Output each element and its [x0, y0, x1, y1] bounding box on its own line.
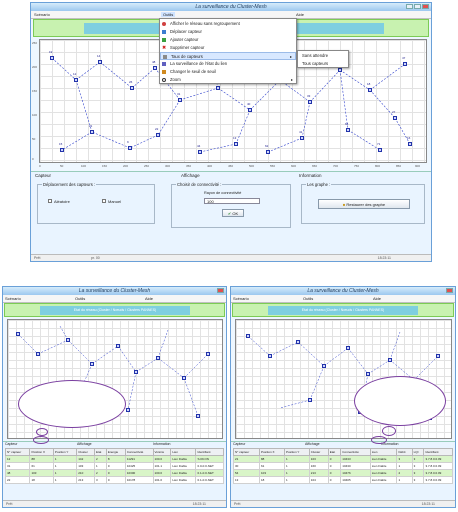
sensor-node[interactable]: [378, 148, 382, 152]
node-label: 41: [299, 130, 303, 134]
menu-item-sensor-rate[interactable]: Taux de capteurs ▸: [160, 52, 296, 60]
node-label: 40: [247, 102, 251, 106]
sensor-node[interactable]: [128, 146, 132, 150]
sensor-node[interactable]: [36, 352, 40, 356]
right-title-bar: [231, 287, 455, 295]
node-label: 64: [345, 122, 349, 126]
menu-aide[interactable]: Aide: [296, 12, 305, 17]
sensor-node[interactable]: [403, 62, 407, 66]
menu-item-threshold[interactable]: Changer le seuil de seuil: [160, 68, 296, 76]
connectivity-input[interactable]: [204, 198, 260, 204]
right-close-button[interactable]: [446, 288, 453, 293]
sensor-node[interactable]: [50, 56, 54, 60]
node-label: 26: [129, 80, 133, 84]
submenu-item-no-wait[interactable]: Sans attendre: [302, 53, 329, 58]
node-label: 21: [89, 124, 93, 128]
sensor-node[interactable]: [266, 150, 270, 154]
callout-bubble: [36, 428, 48, 436]
left-status-bar: [3, 500, 226, 507]
sensor-node[interactable]: [60, 148, 64, 152]
left-section-affichage: Affichage: [77, 442, 92, 446]
manuel-label: Manuel: [108, 199, 122, 204]
rate-submenu: [297, 50, 349, 68]
section-capteur: Capteur: [35, 173, 52, 178]
right-data-panel: [231, 441, 455, 502]
sensor-node[interactable]: [90, 130, 94, 134]
left-window: [2, 286, 227, 508]
right-section-capteur: Capteur: [233, 442, 246, 446]
menu-item-link-monitor[interactable]: La surveillance de l'état du lien: [160, 60, 296, 68]
sensor-node[interactable]: [216, 86, 220, 90]
tools-menu: [159, 18, 297, 84]
left-banner: [4, 303, 225, 317]
delete-icon: ✖: [162, 45, 167, 51]
ok-label: OK: [232, 211, 239, 216]
left-menu-bar: [3, 295, 226, 303]
node-label: 22: [155, 127, 159, 131]
submenu-arrow-icon: ▸: [289, 54, 292, 59]
node-label: 27: [392, 110, 396, 114]
sensor-node[interactable]: [196, 414, 200, 418]
sensor-node[interactable]: [248, 108, 252, 112]
menu-outils[interactable]: Outils: [163, 12, 174, 17]
menu-item-show-network[interactable]: Afficher le réseau sans regroupement: [160, 20, 296, 28]
sensor-node[interactable]: [126, 408, 130, 412]
node-label: 13: [233, 136, 237, 140]
sensor-node[interactable]: [268, 354, 272, 358]
right-status-left: Prêt: [234, 502, 241, 506]
aleatoire-label: Aléatoire: [54, 199, 70, 204]
node-label: 71: [377, 142, 381, 146]
connectivite-group: [171, 184, 291, 228]
node-label: 44: [197, 144, 201, 148]
sensor-node[interactable]: [234, 142, 238, 146]
sensor-node[interactable]: [134, 370, 138, 374]
table-row[interactable]: 12 88 1 142 2 8 11291 100.0 Lien Fiable S.09.ON: [6, 456, 224, 463]
menu-scenario[interactable]: Scénario: [34, 12, 50, 17]
table-row[interactable]: 54 103 1 213 0 10476 Lien Fiable 2 3 3.7.8.0.0.09: [234, 470, 453, 477]
node-label: 62: [265, 144, 269, 148]
right-menu-aide[interactable]: Aide: [373, 296, 382, 301]
ok-check-icon: ✔: [227, 211, 232, 216]
main-window: [30, 2, 432, 262]
left-network-plot[interactable]: [7, 319, 223, 439]
left-title-bar: [3, 287, 226, 295]
threshold-icon: [162, 70, 166, 74]
table-row[interactable]: 31 61 1 103 1 0 10425 101.1 Lien Fiable 0.0-0.0-NET: [6, 463, 224, 470]
sensor-node[interactable]: [322, 364, 326, 368]
right-menu-bar: [231, 295, 455, 303]
control-panel: [31, 171, 431, 256]
sensor-node[interactable]: [156, 133, 160, 137]
left-sensor-table: [5, 448, 224, 484]
sensor-node[interactable]: [178, 98, 182, 102]
table-header-row: N° capteur Position X Position Y Cluster Etat Energie Connectivité Voisins Lien Identifiant: [6, 449, 224, 456]
submenu-arrow-icon: ▸: [290, 77, 293, 82]
sensor-node[interactable]: [393, 116, 397, 120]
sensor-node[interactable]: [296, 340, 300, 344]
node-label: 33: [307, 94, 311, 98]
right-banner: [232, 303, 454, 317]
node-label: 16: [407, 136, 411, 140]
sensor-node[interactable]: [198, 150, 202, 154]
link-icon: [162, 62, 166, 66]
table-row[interactable]: 22 18 1 213 3 0 10178 101.0 Lien Fiable 0.1-0.0-NET: [6, 477, 224, 484]
callout-cloud: [354, 376, 446, 426]
sensor-node[interactable]: [98, 60, 102, 64]
right-menu-outils[interactable]: Outils: [303, 296, 314, 301]
menu-item-add-sensor[interactable]: Ajouter capteur: [160, 36, 296, 44]
right-banner-title: Etat du réseau (Cluster / Nœuds / Clusters PANNES): [268, 306, 418, 315]
rate-icon: [163, 55, 167, 59]
left-status-left: Prêt: [6, 502, 13, 506]
maximize-button[interactable]: [414, 4, 421, 9]
add-icon: [162, 38, 166, 42]
aleatoire-checkbox[interactable]: [48, 199, 52, 203]
sensor-node[interactable]: [368, 88, 372, 92]
right-status-right: 18:23:11: [421, 502, 435, 506]
node-label: 19: [49, 50, 53, 54]
sensor-node[interactable]: [16, 332, 20, 336]
left-menu-outils[interactable]: Outils: [75, 296, 86, 301]
sensor-node[interactable]: [408, 142, 412, 146]
sensor-node[interactable]: [206, 352, 210, 356]
node-label: 9: [127, 140, 129, 144]
table-row[interactable]: 21 88 1 103 0 10433 Lien Fiable 3 3 3.7.8.0.0.09: [234, 456, 453, 463]
sensor-node[interactable]: [156, 356, 160, 360]
left-menu-aide[interactable]: Aide: [145, 296, 154, 301]
callout-cloud: [18, 380, 126, 428]
right-section-information: Information: [381, 442, 399, 446]
submenu-item-all-sensors[interactable]: Tous capteurs: [302, 61, 329, 66]
left-section-information: Information: [153, 442, 171, 446]
right-status-bar: [231, 500, 455, 507]
manuel-checkbox[interactable]: [102, 199, 106, 203]
sensor-node[interactable]: [90, 362, 94, 366]
left-window-title: La surveillance du Cluster-Mesh: [78, 288, 151, 294]
node-label: 14: [97, 54, 101, 58]
x-axis-ticks: 0 50 100 150 200 250 300 350 400 450 500 550 600 650 700 750 800 850 900: [39, 164, 421, 168]
sensor-node[interactable]: [366, 372, 370, 376]
node-label: 18: [367, 82, 371, 86]
sensor-node[interactable]: [338, 68, 342, 72]
right-window: [230, 286, 456, 508]
sensor-node[interactable]: [346, 346, 350, 350]
node-label: 31: [177, 92, 181, 96]
table-highlight-bubble: [33, 436, 49, 444]
minimize-button[interactable]: [406, 4, 413, 9]
table-row[interactable]: 48 103 1 210 2 0 10300 100.0 Lien Fiable 0.1-0.0-NET: [6, 470, 224, 477]
left-status-right: 18:23:11: [192, 502, 206, 506]
sensor-node[interactable]: [246, 334, 250, 338]
left-menu-scenario[interactable]: Scénario: [5, 296, 21, 301]
node-label: 47: [402, 56, 406, 60]
left-data-panel: [3, 441, 226, 502]
restore-icon: ■: [342, 202, 346, 207]
sensor-node[interactable]: [130, 86, 134, 90]
graphe-group: [301, 184, 425, 224]
window-title: La surveillance du Cluster-Mesh: [195, 4, 267, 10]
sensor-node[interactable]: [116, 344, 120, 348]
right-sensor-table: [233, 448, 453, 484]
status-mid: pr. 00: [91, 256, 100, 260]
sensor-node[interactable]: [66, 338, 70, 342]
right-window-title: La surveillance du Cluster-Mesh: [307, 288, 379, 294]
network-icon: [162, 22, 166, 26]
connectivite-sub: Rayon de connectivité: [204, 191, 242, 195]
menu-item-move-sensor[interactable]: Déplacer capteur: [160, 28, 296, 36]
sensor-node[interactable]: [182, 376, 186, 380]
section-information: Information: [299, 173, 322, 178]
graphe-title: Les graphe :: [307, 182, 331, 187]
table-header-row: N° capteur Position X Position Y Cluster Etat Connectivité Lien Débit LQI Identifiant: [234, 449, 453, 456]
restore-label: Restaurer des graphe: [346, 202, 386, 207]
left-section-capteur: Capteur: [5, 442, 18, 446]
right-section-affichage: Affichage: [305, 442, 320, 446]
move-icon: [162, 30, 166, 34]
right-network-plot[interactable]: [235, 319, 452, 439]
sensor-node[interactable]: [153, 66, 157, 70]
table-highlight-bubble: [371, 436, 387, 444]
status-right: 18:23:11: [377, 256, 391, 260]
right-menu-scenario[interactable]: Scénario: [233, 296, 249, 301]
restore-graph-button[interactable]: [318, 199, 410, 209]
menu-item-zoom[interactable]: Zoom ▸: [160, 76, 296, 84]
deplacement-group: [37, 184, 155, 224]
status-left: Prêt: [34, 256, 41, 260]
table-row[interactable]: 13 18 1 104 0 10405 Lien Fiable 1 3 3.7.8.0.0.09: [234, 477, 453, 484]
close-button[interactable]: [422, 4, 429, 9]
node-label: 48: [152, 60, 156, 64]
connectivite-title: Choisir de connectivité :: [177, 182, 222, 187]
node-label: 12: [73, 72, 77, 76]
section-affichage: Affichage: [181, 173, 200, 178]
menu-item-delete-sensor[interactable]: ✖ Supprimer capteur: [162, 45, 205, 51]
sensor-node[interactable]: [308, 100, 312, 104]
sensor-node[interactable]: [346, 128, 350, 132]
sensor-node[interactable]: [300, 136, 304, 140]
left-close-button[interactable]: [217, 288, 224, 293]
node-label: 15: [59, 142, 63, 146]
y-axis-ticks: 250 200 150 100 50 0: [32, 41, 38, 161]
zoom-icon: [162, 78, 166, 82]
sensor-node[interactable]: [436, 354, 440, 358]
deplacement-title: Déplacement des capteurs :: [43, 182, 96, 187]
table-row[interactable]: 30 61 1 160 0 10430 Lien Fiable 1 3 3.7.8.0.0.09: [234, 463, 453, 470]
connectivity-value: 100: [207, 199, 214, 204]
status-bar: [31, 254, 431, 261]
sensor-node[interactable]: [74, 78, 78, 82]
sensor-node[interactable]: [308, 398, 312, 402]
title-bar: [31, 3, 431, 11]
left-banner-title: Etat du réseau (Cluster / Nœuds / Clusters PANNES): [40, 306, 190, 315]
ok-button[interactable]: [222, 209, 244, 217]
callout-bubble: [382, 426, 396, 436]
sensor-node[interactable]: [388, 358, 392, 362]
